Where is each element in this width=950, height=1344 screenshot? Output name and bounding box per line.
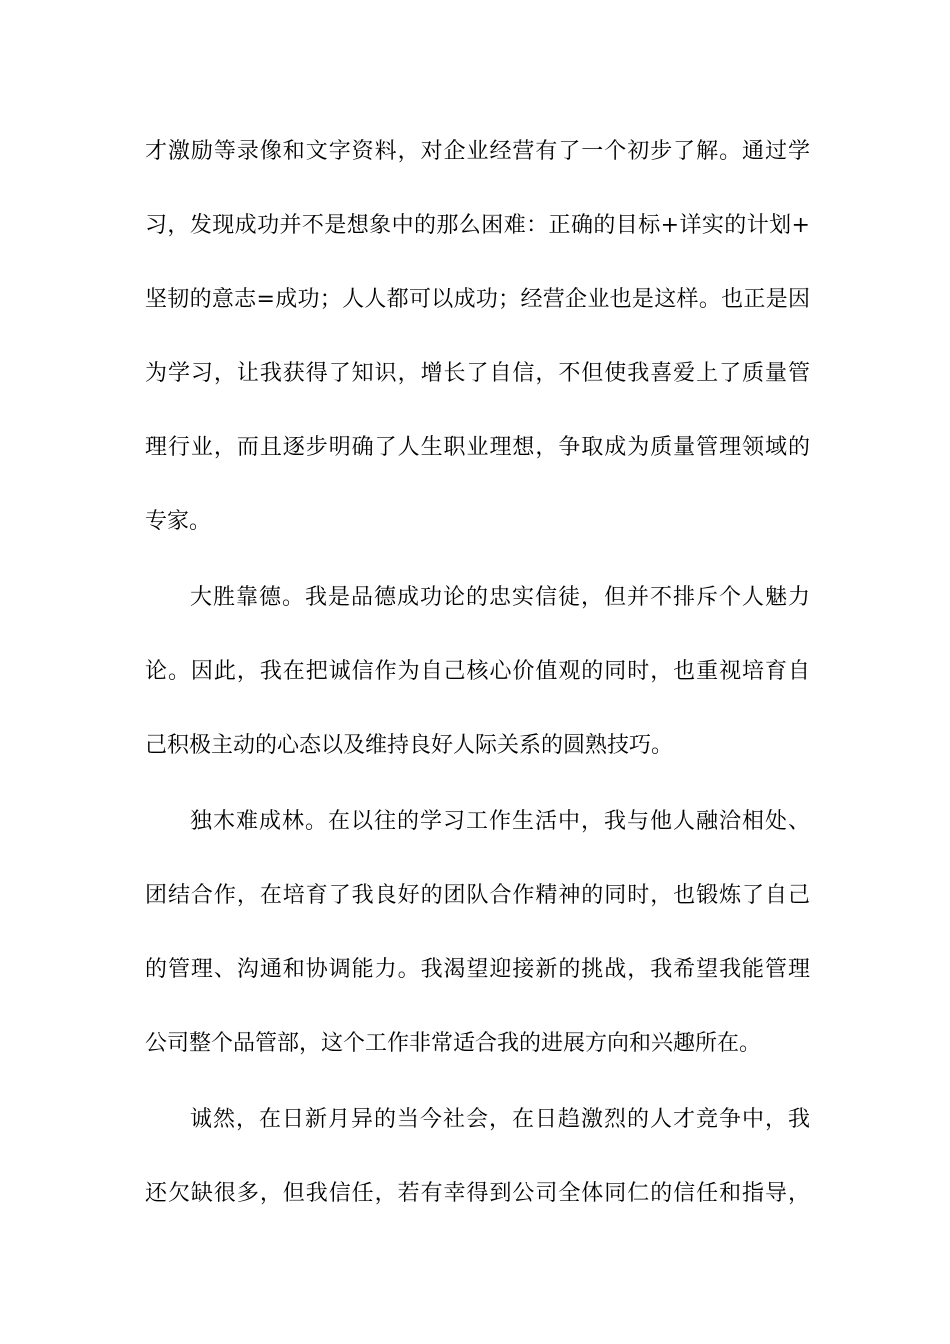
- paragraph-first-line: 独木难成林。在以往的学习工作生活中，我与他人融洽相处、: [190, 809, 810, 834]
- text-line: 论。因此，我在把诚信作为自己核心价值观的同时，也重视培育自: [145, 659, 810, 684]
- paragraph-first-line: 大胜靠德。我是品德成功论的忠实信徒，但并不排斥个人魅力: [190, 585, 810, 610]
- text-line: 的管理、沟通和协调能力。我渴望迎接新的挑战，我希望我能管理: [145, 957, 810, 982]
- text-line: 己积极主动的心态以及维持良好人际关系的圆熟技巧。: [145, 733, 674, 758]
- text-line: 才激励等录像和文字资料，对企业经营有了一个初步了解。通过学: [145, 139, 810, 164]
- text-line: 习，发现成功并不是想象中的那么困难：正确的目标+详实的计划+: [145, 213, 810, 238]
- text-line: 团结合作，在培育了我良好的团队合作精神的同时，也锻炼了自己: [145, 883, 810, 908]
- paragraph-first-line: 诚然，在日新月异的当今社会，在日趋激烈的人才竞争中，我: [190, 1107, 810, 1132]
- text-line: 公司整个品管部，这个工作非常适合我的进展方向和兴趣所在。: [145, 1031, 762, 1056]
- text-line: 理行业，而且逐步明确了人生职业理想，争取成为质量管理领域的: [145, 435, 810, 460]
- text-line: 坚韧的意志=成功；人人都可以成功；经营企业也是这样。也正是因: [145, 287, 810, 312]
- text-line: 为学习，让我获得了知识，增长了自信，不但使我喜爱上了质量管: [145, 361, 810, 386]
- text-line: 专家。: [145, 509, 212, 534]
- text-line: 还欠缺很多，但我信任，若有幸得到公司全体同仁的信任和指导，: [145, 1181, 810, 1206]
